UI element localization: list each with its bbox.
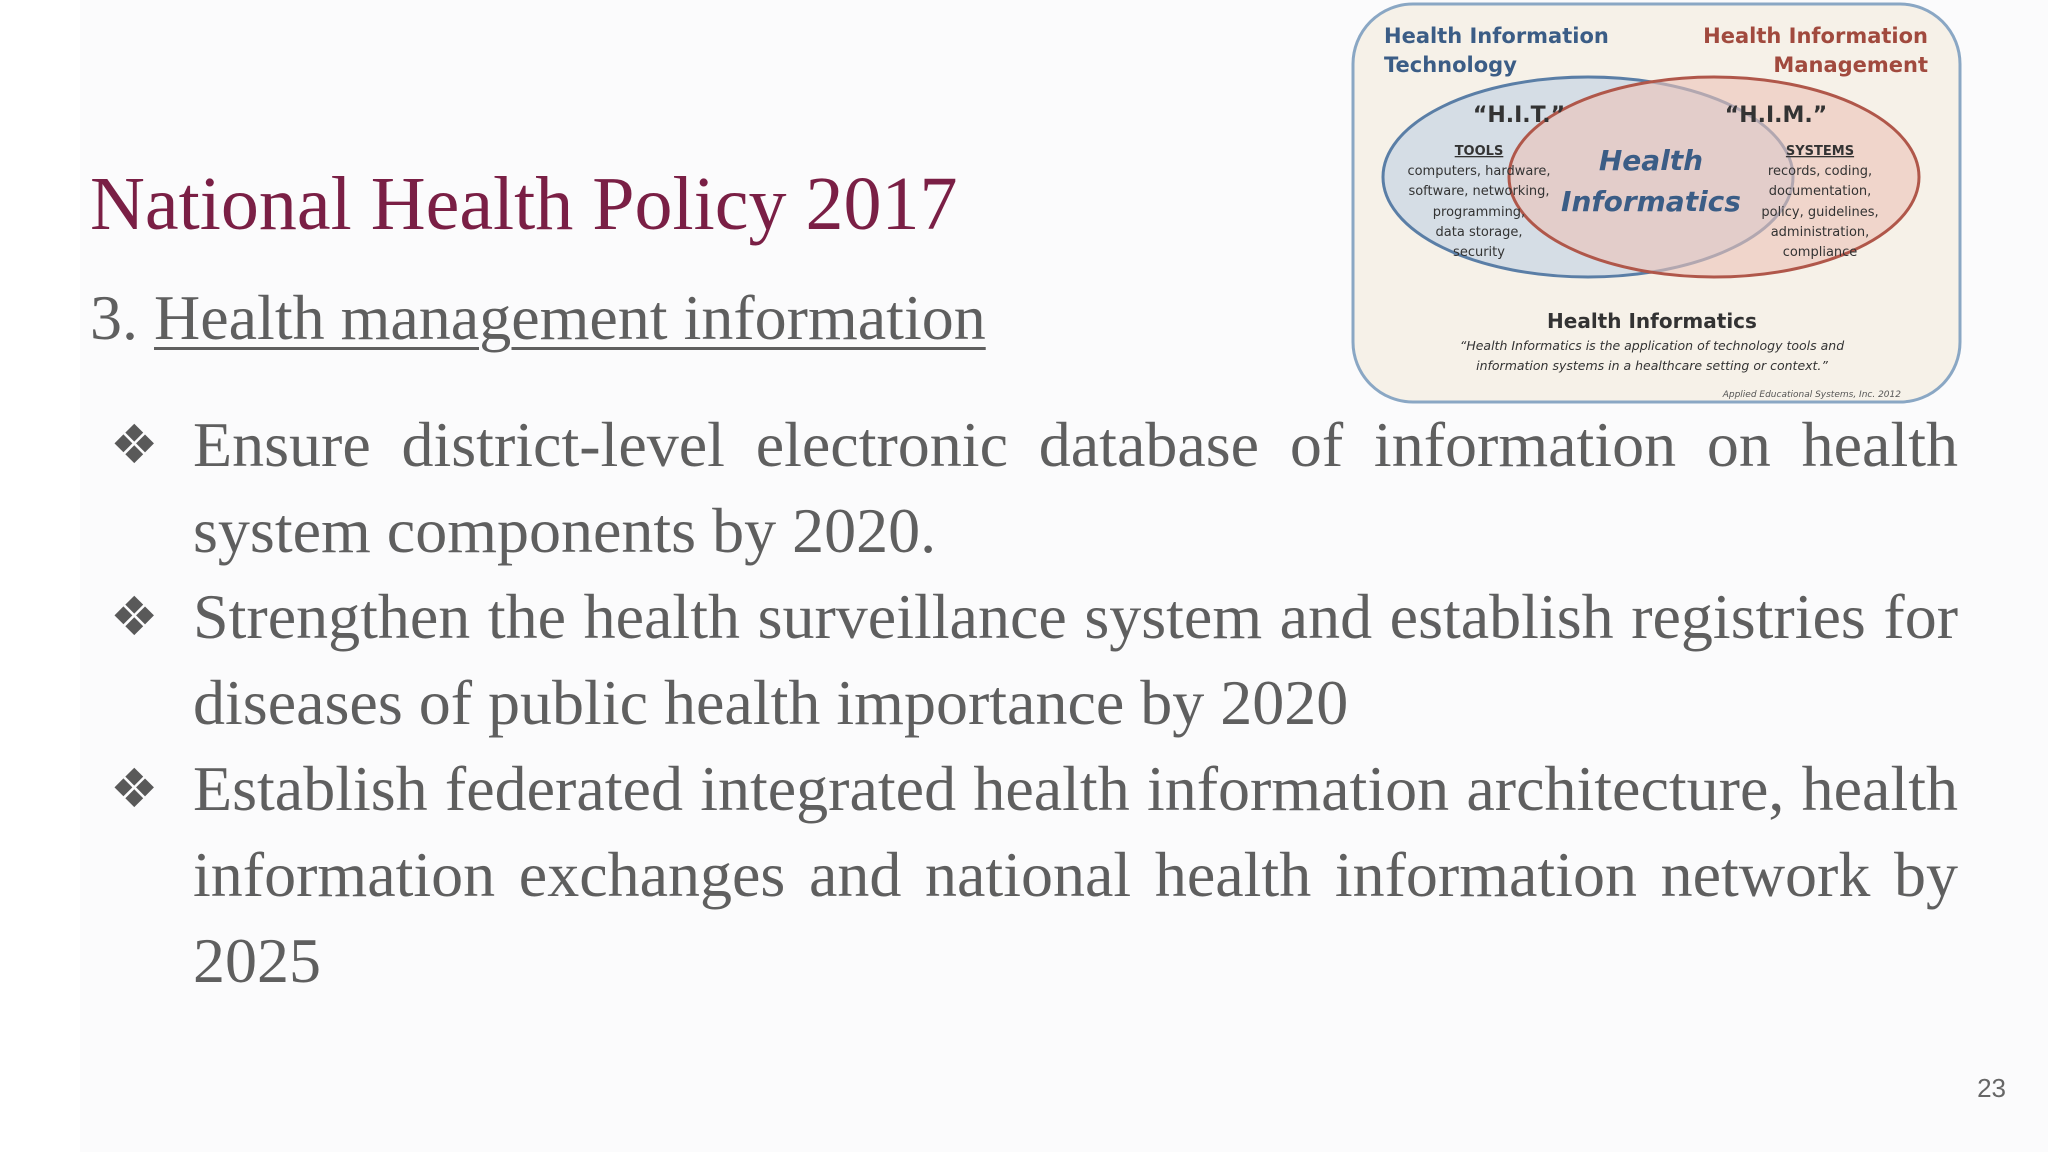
center-label: Health: [1598, 144, 1704, 177]
him-abbreviation: “H.I.M.”: [1724, 103, 1828, 128]
bullet-text: Establish federated integrated health information architecture, health information exchanges and national health information network by 2025: [193, 753, 1958, 996]
diamond-bullet-icon: ❖: [110, 757, 159, 820]
tools-label: TOOLS: [1454, 144, 1504, 159]
tools-item: computers, hardware,: [1407, 164, 1551, 179]
bullet-list: [110, 402, 1958, 1004]
systems-item: documentation,: [1768, 184, 1872, 199]
bullet-item: [110, 402, 1958, 574]
systems-item: administration,: [1770, 225, 1870, 240]
systems-item: policy, guidelines,: [1761, 205, 1879, 220]
hit-title: Health Information: [1384, 24, 1609, 48]
footer-title: Health Informatics: [1547, 309, 1757, 333]
diamond-bullet-icon: ❖: [110, 413, 159, 476]
bullet-text: Ensure district-level electronic database of information on health system components by 2020.: [193, 409, 1958, 566]
tools-item: security: [1453, 245, 1505, 260]
section-number: 3.: [90, 282, 154, 353]
diagram-credit: Applied Educational Systems, Inc. 2012: [1722, 390, 1901, 400]
section-heading-text: Health management information: [154, 282, 986, 353]
slide-left-margin: [0, 0, 80, 1152]
him-title: Health Information: [1703, 24, 1928, 48]
venn-diagram: [1351, 2, 1962, 404]
bullet-item: [110, 746, 1958, 1004]
diamond-bullet-icon: ❖: [110, 585, 159, 648]
definition-quote-line2: information systems in a healthcare setting or context.”: [1476, 358, 1828, 373]
bullet-item: [110, 574, 1958, 746]
systems-item: records, coding,: [1767, 164, 1873, 179]
systems-label: SYSTEMS: [1785, 144, 1855, 159]
bullet-text: Strengthen the health surveillance system and establish registries for diseases of public health importance by 2020: [193, 581, 1958, 738]
page-number: 23: [1977, 1073, 2006, 1103]
health-informatics-diagram: [1351, 2, 1962, 404]
tools-item: programming,: [1432, 205, 1526, 220]
section-heading: [90, 282, 986, 353]
systems-item: compliance: [1782, 245, 1858, 260]
hit-title-line2: Technology: [1384, 53, 1517, 77]
definition-quote: “Health Informatics is the application of technology tools and: [1459, 338, 1845, 353]
tools-item: data storage,: [1435, 225, 1523, 240]
center-label-line2: Informatics: [1561, 185, 1741, 218]
tools-item: software, networking,: [1408, 184, 1550, 199]
slide-title: National Health Policy 2017: [90, 162, 958, 246]
him-title-line2: Management: [1773, 53, 1928, 77]
hit-abbreviation: “H.I.T.”: [1472, 103, 1566, 128]
